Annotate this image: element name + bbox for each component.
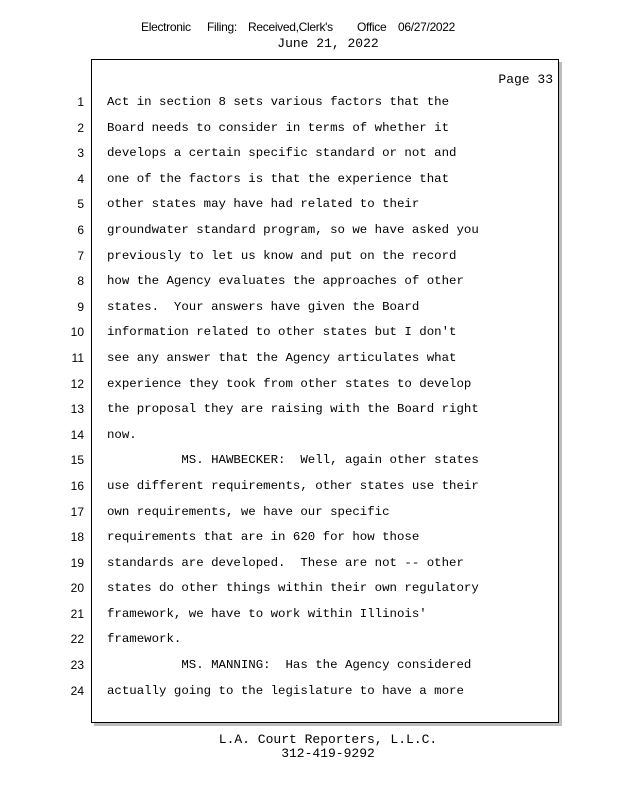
- line-number: 4: [77, 171, 84, 186]
- stamp-filing: Filing:: [207, 20, 237, 34]
- line-number-column: [60, 90, 84, 704]
- stamp-received: Received,Clerk's: [248, 20, 333, 34]
- transcript-line: experience they took from other states to develop: [107, 376, 472, 391]
- transcript-line: develops a certain specific standard or not and: [107, 146, 457, 161]
- line-number: 19: [70, 555, 84, 570]
- line-number: 16: [70, 478, 84, 493]
- line-number: 24: [70, 683, 84, 698]
- line-number: 8: [77, 274, 84, 289]
- line-number: 14: [70, 427, 84, 442]
- hearing-date: June 21, 2022: [277, 36, 379, 51]
- stamp-electronic: Electronic: [141, 20, 191, 34]
- line-number: 12: [70, 376, 84, 391]
- line-number: 15: [70, 453, 84, 468]
- line-number: 7: [77, 248, 84, 263]
- transcript-line: Act in section 8 sets various factors that the: [107, 95, 450, 109]
- line-number: 20: [70, 581, 84, 596]
- line-number: 17: [70, 504, 84, 519]
- transcript-line: other states may have had related to their: [107, 197, 420, 212]
- line-number: 10: [70, 325, 84, 340]
- filing-stamp: [0, 20, 618, 36]
- transcript-line: how the Agency evaluates the approaches of other: [107, 274, 464, 289]
- transcript-line: requirements that are in 620 for how those: [107, 530, 420, 545]
- transcript-line: MS. HAWBECKER: Well, again other states: [107, 453, 479, 468]
- line-number: 9: [77, 299, 84, 314]
- line-number: 2: [77, 120, 84, 135]
- line-number: 11: [71, 350, 84, 365]
- stamp-date: 06/27/2022: [398, 20, 456, 34]
- line-number: 5: [77, 197, 84, 212]
- transcript-line: framework.: [107, 632, 182, 647]
- transcript-line: states do other things within their own regulatory: [107, 581, 479, 596]
- transcript-line: information related to other states but I don't: [107, 325, 457, 340]
- reporter-company: L.A. Court Reporters, L.L.C.: [218, 732, 438, 747]
- page-number: Page 33: [498, 72, 553, 87]
- transcript-line: Board needs to consider in terms of whether it: [107, 120, 450, 135]
- transcript-line: groundwater standard program, so we have asked you: [107, 222, 479, 237]
- transcript-line: actually going to the legislature to have a more: [107, 683, 464, 698]
- transcript-line: previously to let us know and put on the record: [107, 248, 457, 263]
- transcript-line: MS. MANNING: Has the Agency considered: [107, 658, 472, 673]
- line-number: 1: [77, 95, 84, 109]
- footer: [0, 733, 618, 761]
- transcript-line: the proposal they are raising with the Board right: [107, 402, 479, 417]
- line-number: 18: [70, 530, 84, 545]
- reporter-phone: 312-419-9292: [281, 746, 375, 761]
- transcript-text: [107, 90, 557, 704]
- transcript-line: one of the factors is that the experience that: [107, 171, 450, 186]
- transcript-line: states. Your answers have given the Board: [107, 299, 420, 314]
- line-number: 22: [70, 632, 84, 647]
- line-number: 21: [70, 606, 84, 621]
- transcript-line: use different requirements, other states use their: [107, 478, 479, 493]
- line-number: 3: [77, 146, 84, 161]
- transcript-line: framework, we have to work within Illinois': [107, 606, 427, 621]
- line-number: 6: [77, 222, 84, 237]
- transcript-line: see any answer that the Agency articulates what: [107, 350, 457, 365]
- transcript-line: standards are developed. These are not -- other: [107, 555, 464, 570]
- line-number: 23: [70, 658, 84, 673]
- stamp-office: Office: [357, 20, 387, 34]
- line-number: 13: [70, 402, 84, 417]
- transcript-line: own requirements, we have our specific: [107, 504, 390, 519]
- transcript-line: now.: [107, 427, 137, 442]
